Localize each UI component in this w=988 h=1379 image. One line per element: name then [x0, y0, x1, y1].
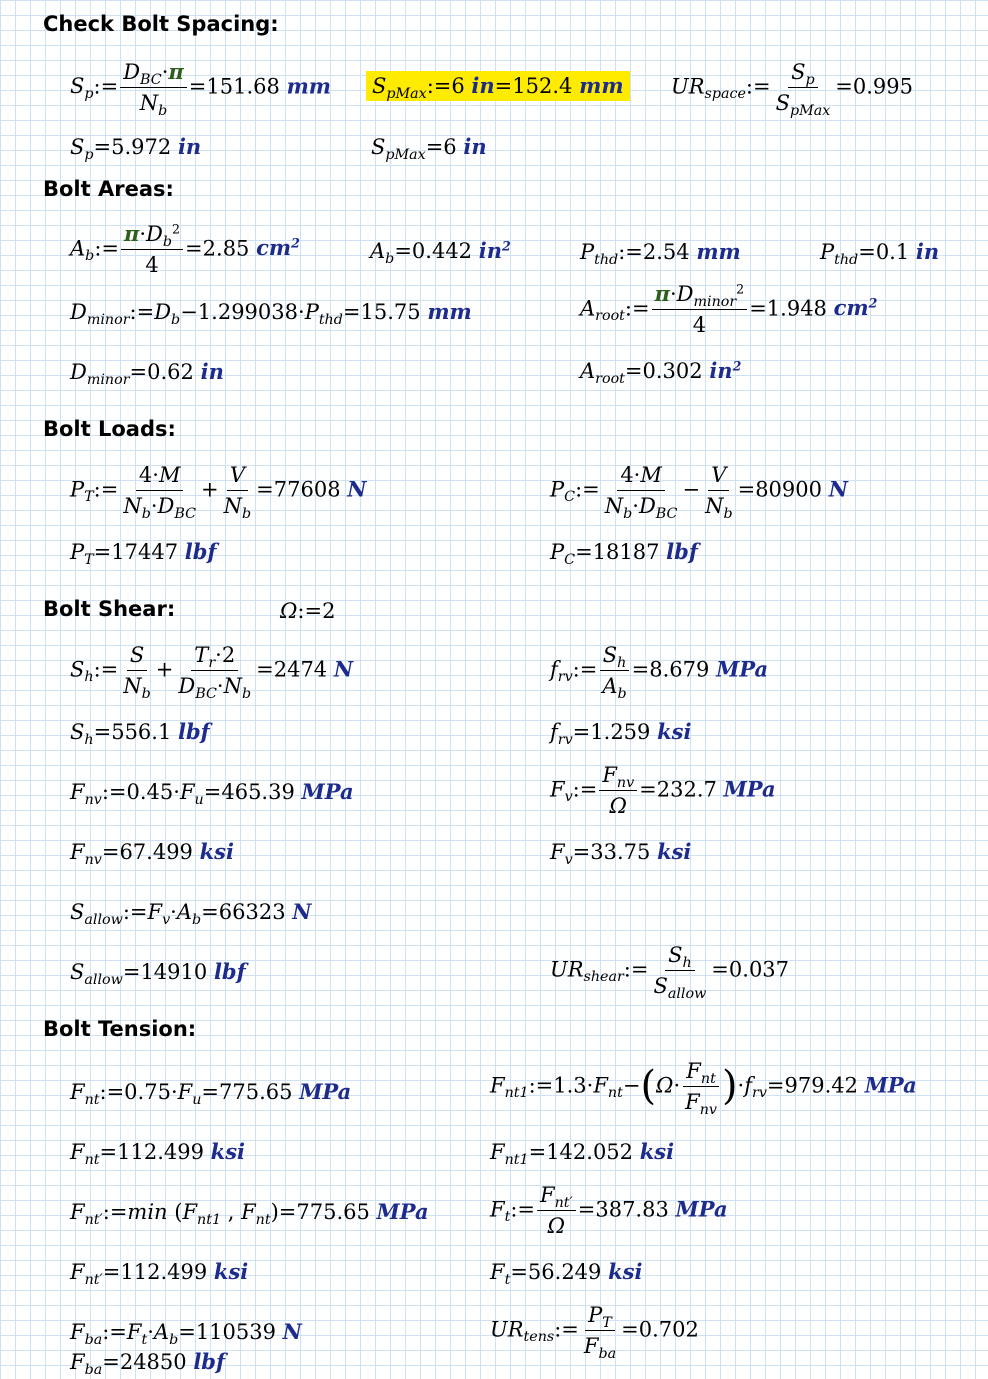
eq-pthd-def[interactable]: $P_{thd}:=2.54$ mm [580, 239, 741, 268]
eq-sh-lbf[interactable]: $S_h=556.1$ lbf [70, 719, 210, 748]
eq-sp-in[interactable]: $S_p=5.972$ in [70, 134, 202, 163]
eq-ur-space[interactable]: $UR_{space}:=$ $\frac{S_p}{S_{pMax}}$ =0.995 [671, 60, 913, 120]
eq-ab-def[interactable]: $A_b:=$ $\frac{\pi\cdot D_b^2}{4}$ =2.85 $cm^2$ [70, 221, 300, 278]
eq-fba-def[interactable]: $F_{ba}:=F_t\cdot A_b=110539$ N [70, 1319, 302, 1348]
eq-omega-def[interactable]: Ω:=2 [280, 599, 336, 623]
eq-dminor-in[interactable]: $D_{minor}=0.62$ in [70, 359, 224, 388]
eq-fntp-ksi[interactable]: $F_{nt'}=112.499$ ksi [70, 1259, 249, 1288]
eq-ft-def[interactable]: $F_t:=$ $\frac{F_{nt'}}{\Omega}$ =387.83 MPa [490, 1183, 728, 1239]
eq-sallow-def[interactable]: $S_{allow}:=F_v\cdot A_b=66323$ N [70, 899, 312, 928]
eq-fv-ksi[interactable]: $F_v=33.75$ ksi [550, 839, 692, 868]
eq-pt-def[interactable]: $P_T:=$ $\frac{4\cdot M}{N_b\cdot D_{BC}}$ + $\frac{V}{N_b}$ =77608 N [70, 463, 367, 523]
eq-sp-def[interactable]: $S_p:=$ $\frac{D_{BC}\cdot\pi}{N_b}$ =151.68 mm [70, 59, 332, 120]
eq-fntp-def[interactable]: $F_{nt'}:=\min$ ($F_{nt1}$ , $F_{nt})=775.65$ MPa [70, 1199, 429, 1228]
heading-bolt-areas: Bolt Areas: [43, 177, 174, 201]
eq-aroot-in2[interactable]: $A_{root}=0.302$ $in^2$ [580, 358, 742, 387]
eq-fnt1-ksi[interactable]: $F_{nt1}=142.052$ ksi [490, 1139, 675, 1168]
eq-dminor-def[interactable]: $D_{minor}:=D_b-1.299038\cdot P_{thd}=15.75$ mm [70, 299, 472, 328]
eq-fnt1-def[interactable]: $F_{nt1}:=1.3\cdot F_{nt}-(\Omega\cdot$ $\frac{F_{nt}}{F_{nv}}$ )$\cdot f_{rv}=979.42$ MPa [490, 1059, 917, 1119]
eq-pthd-in[interactable]: $P_{thd}=0.1$ in [820, 239, 940, 268]
eq-sh-def[interactable]: $S_h:=$ $\frac{S}{N_b}$ + $\frac{T_r\cdot 2}{D_{BC}\cdot N_b}$ =2474 N [70, 643, 354, 703]
eq-pc-def[interactable]: $P_C:=$ $\frac{4\cdot M}{N_b\cdot D_{BC}}$ − $\frac{V}{N_b}$ =80900 N [550, 463, 848, 523]
heading-bolt-loads: Bolt Loads: [43, 417, 176, 441]
eq-ur-shear[interactable]: $UR_{shear}:=$ $\frac{S_h}{S_{allow}}$ =0.037 [550, 943, 790, 1003]
eq-fnv-ksi[interactable]: $F_{nv}=67.499$ ksi [70, 839, 234, 868]
eq-ur-tens[interactable]: $UR_{tens}:=$ $\frac{P_T}{F_{ba}}$ =0.702 [490, 1303, 699, 1363]
eq-fnt-def[interactable]: $F_{nt}:=0.75\cdot F_u=775.65$ MPa [70, 1079, 352, 1108]
heading-check-bolt-spacing: Check Bolt Spacing: [43, 12, 279, 36]
eq-fnv-def[interactable]: $F_{nv}:=0.45\cdot F_u=465.39$ MPa [70, 779, 354, 808]
heading-bolt-shear: Bolt Shear: [43, 597, 176, 621]
eq-fba-lbf[interactable]: $F_{ba}=24850$ lbf [70, 1349, 226, 1378]
eq-aroot-def[interactable]: $A_{root}:=$ $\frac{\pi\cdot D_{minor}^2}{4}$ =1.948 $cm^2$ [580, 281, 878, 338]
eq-frv-ksi[interactable]: $f_{rv}=1.259$ ksi [550, 719, 692, 748]
eq-fv-def[interactable]: $F_v:=$ $\frac{F_{nv}}{\Omega}$ =232.7 MPa [550, 763, 776, 819]
eq-ab-in2[interactable]: $A_b=0.442$ $in^2$ [370, 238, 511, 267]
eq-frv-def[interactable]: $f_{rv}:=$ $\frac{S_h}{A_b}$ =8.679 MPa [550, 643, 769, 703]
eq-spmax-def[interactable]: $S_{pMax}:=6$ in=152.4 mm [366, 71, 630, 101]
eq-fnt-ksi[interactable]: $F_{nt}=112.499$ ksi [70, 1139, 245, 1168]
eq-spmax-in[interactable]: $S_{pMax}=6$ in [371, 134, 487, 163]
eq-ft-ksi[interactable]: $F_t=56.249$ ksi [490, 1259, 643, 1288]
eq-pt-lbf[interactable]: $P_T=17447$ lbf [70, 539, 217, 568]
eq-pc-lbf[interactable]: $P_C=18187$ lbf [550, 539, 698, 568]
heading-bolt-tension: Bolt Tension: [43, 1017, 197, 1041]
eq-sallow-lbf[interactable]: $S_{allow}=14910$ lbf [70, 959, 246, 988]
